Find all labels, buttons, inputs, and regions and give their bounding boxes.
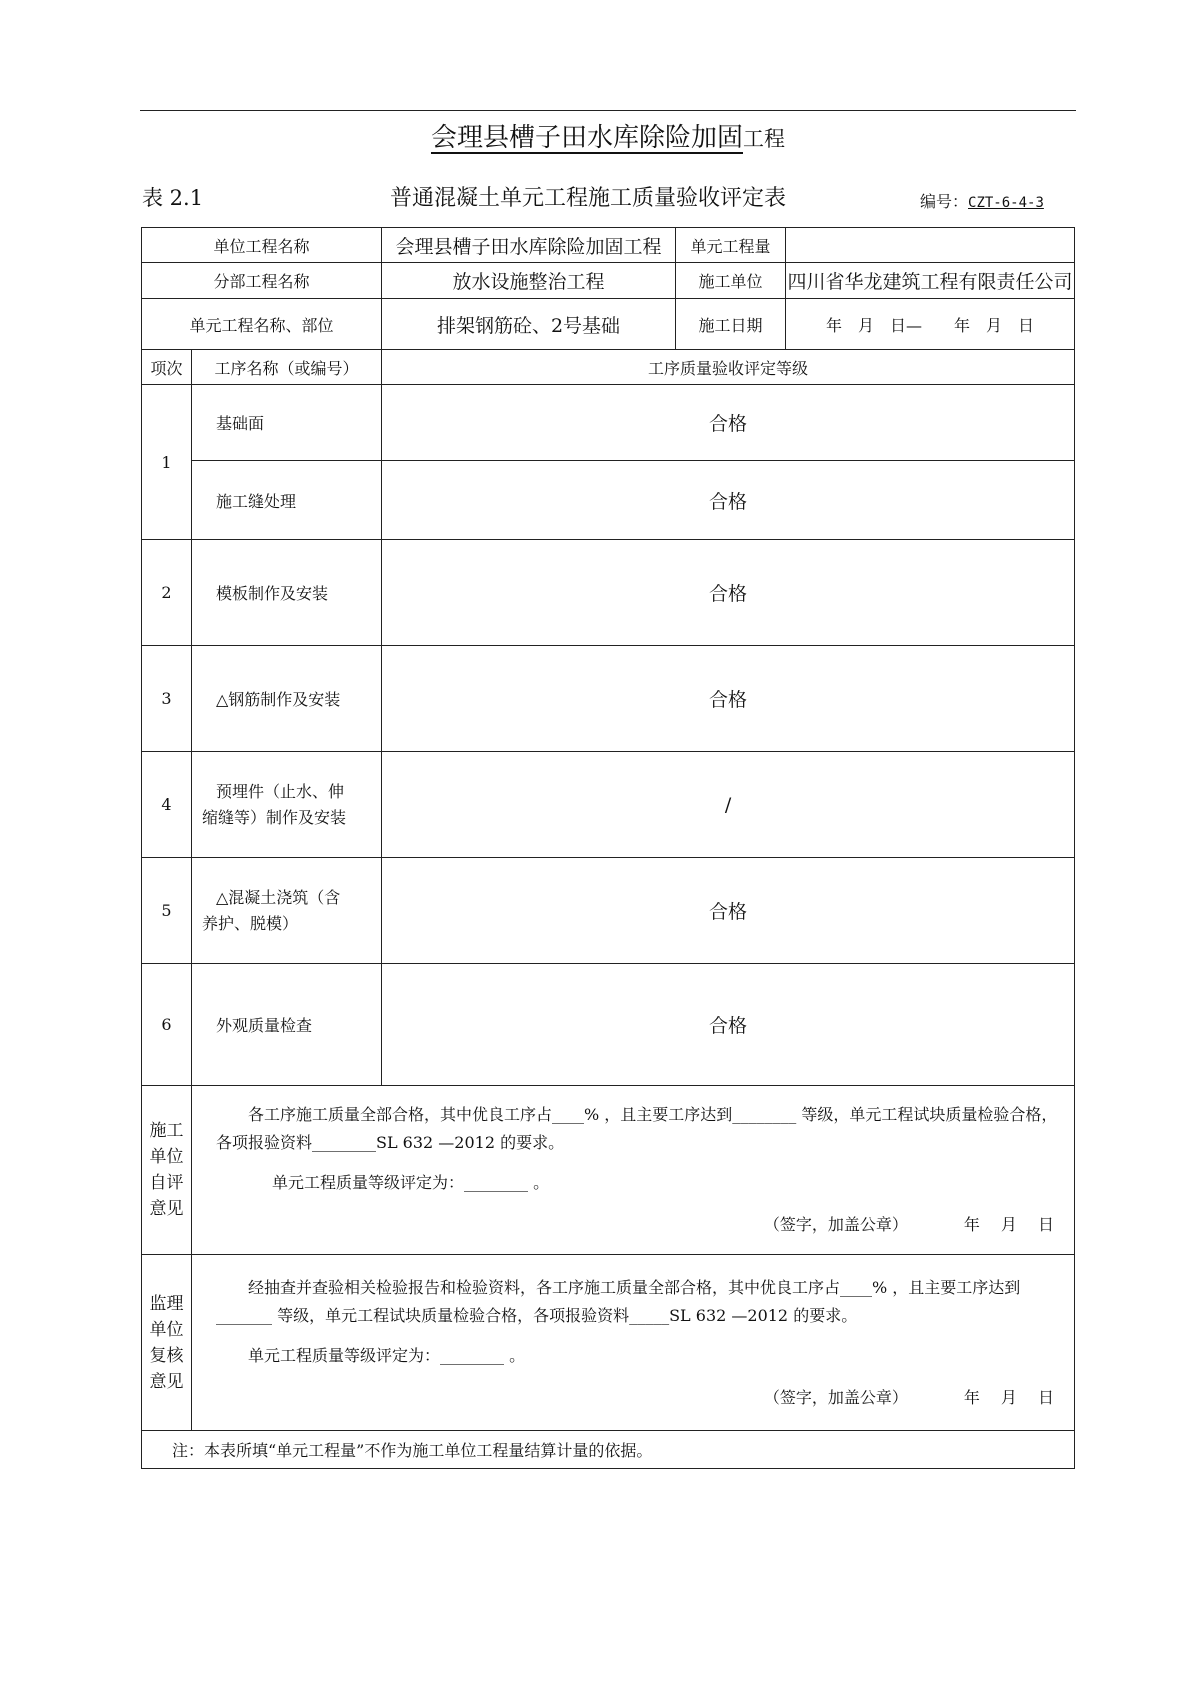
process-name-line: 养护、脱模） [202,913,299,933]
process-name: 模板制作及安装 [192,540,382,646]
quality-grade: 合格 [382,858,1075,964]
label-line: 单位 [149,1147,184,1167]
process-name [192,752,382,858]
info-row-element [142,299,1075,350]
evaluation-table [141,227,1075,1469]
document-title: 普通混凝土单元工程施工质量验收评定表 [390,186,787,211]
quality-grade: 合格 [382,540,1075,646]
date-label: 施工日期 [676,299,786,350]
process-name-line: 预埋件（止水、伸 [216,781,345,801]
element-value: 排架钢筋砼、2号基础 [382,299,676,350]
supervisor-opinion-label [142,1255,192,1431]
quality-grade: 合格 [382,461,1075,540]
document-number-code: CZT-6-4-3 [968,195,1044,211]
label-line: 意见 [149,1371,184,1392]
table-row [142,461,1075,540]
supervisor-opinion-row [142,1255,1075,1431]
quality-grade: / [382,752,1075,858]
process-name-line: △混凝土浇筑（含 [216,887,341,907]
process-name: 外观质量检查 [192,964,382,1086]
label-line: 监理 [149,1293,184,1314]
unit-quantity-value [786,228,1075,263]
footnote: 注：本表所填“单元工程量”不作为施工单位工程量结算计量的依据。 [142,1431,1075,1469]
info-row-division [142,263,1075,299]
quality-grade: 合格 [382,964,1075,1086]
contractor-opinion-label [142,1086,192,1255]
supervisor-opinion [192,1255,1075,1431]
quality-grade: 合格 [382,385,1075,461]
info-row-unit-project [142,228,1075,263]
contractor-value: 四川省华龙建筑工程有限责任公司 [786,263,1075,299]
project-suffix: 工程 [743,127,785,151]
column-header-row [142,350,1075,385]
table-number: 表 2.1 [142,186,204,210]
row-number: 6 [142,964,192,1086]
row-number: 2 [142,540,192,646]
contractor-label: 施工单位 [676,263,786,299]
supervisor-grade-text: 单元工程质量等级评定为：________ 。 [248,1345,526,1365]
label-line: 复核 [149,1345,184,1366]
process-name [192,858,382,964]
date-value: 年 月 日— 年 月 日 [786,299,1075,350]
document-number [920,189,1044,212]
table-row [142,540,1075,646]
top-rule [140,110,1076,111]
label-line: 意见 [149,1199,184,1219]
division-value: 放水设施整治工程 [382,263,676,299]
contractor-grade-text: 单元工程质量等级评定为：________ 。 [272,1173,550,1192]
project-name: 会理县槽子田水库除险加固 [430,123,743,153]
col-header-no: 项次 [142,350,192,385]
contractor-opinion-text: 各工序施工质量全部合格，其中优良工序占____% ，且主要工序达到________ 等级，单元工程试块质量检验合格，各项报验资料________SL 632 —2012 的要求。 [216,1105,1058,1152]
contractor-signature: （签字，加盖公章） 年 月 日 [763,1215,1055,1234]
row-number: 5 [142,858,192,964]
row-number: 4 [142,752,192,858]
contractor-opinion-row [142,1086,1075,1255]
note-row [142,1431,1075,1469]
label-line: 施工 [149,1121,184,1141]
document-number-label: 编号： [920,192,969,211]
process-name: 基础面 [192,385,382,461]
process-name-line: 缩缝等）制作及安装 [202,807,347,827]
process-name: △钢筋制作及安装 [192,646,382,752]
supervisor-opinion-text: 经抽查并查验相关检验报告和检验资料，各工序施工质量全部合格，其中优良工序占____% ，且主要工序达到_______ 等级，单元工程试块质量检验合格，各项报验资料_____SL 632 —2012 的要求。 [216,1277,1021,1325]
label-line: 单位 [149,1319,184,1340]
col-header-process: 工序名称（或编号） [192,350,382,385]
row-number: 1 [142,385,192,540]
contractor-opinion [192,1086,1075,1255]
division-label: 分部工程名称 [142,263,382,299]
label-line: 自评 [149,1173,184,1193]
table-row [142,646,1075,752]
table-row [142,858,1075,964]
unit-project-value: 会理县槽子田水库除险加固工程 [382,228,676,263]
supervisor-signature: （签字，加盖公章） 年 月 日 [763,1387,1055,1407]
unit-quantity-label: 单元工程量 [676,228,786,263]
quality-grade: 合格 [382,646,1075,752]
project-title [140,120,1076,157]
table-row [142,752,1075,858]
row-number: 3 [142,646,192,752]
table-row [142,964,1075,1086]
process-name: 施工缝处理 [192,461,382,540]
element-label: 单元工程名称、部位 [142,299,382,350]
table-row [142,385,1075,461]
col-header-grade: 工序质量验收评定等级 [382,350,1075,385]
unit-project-label: 单位工程名称 [142,228,382,263]
